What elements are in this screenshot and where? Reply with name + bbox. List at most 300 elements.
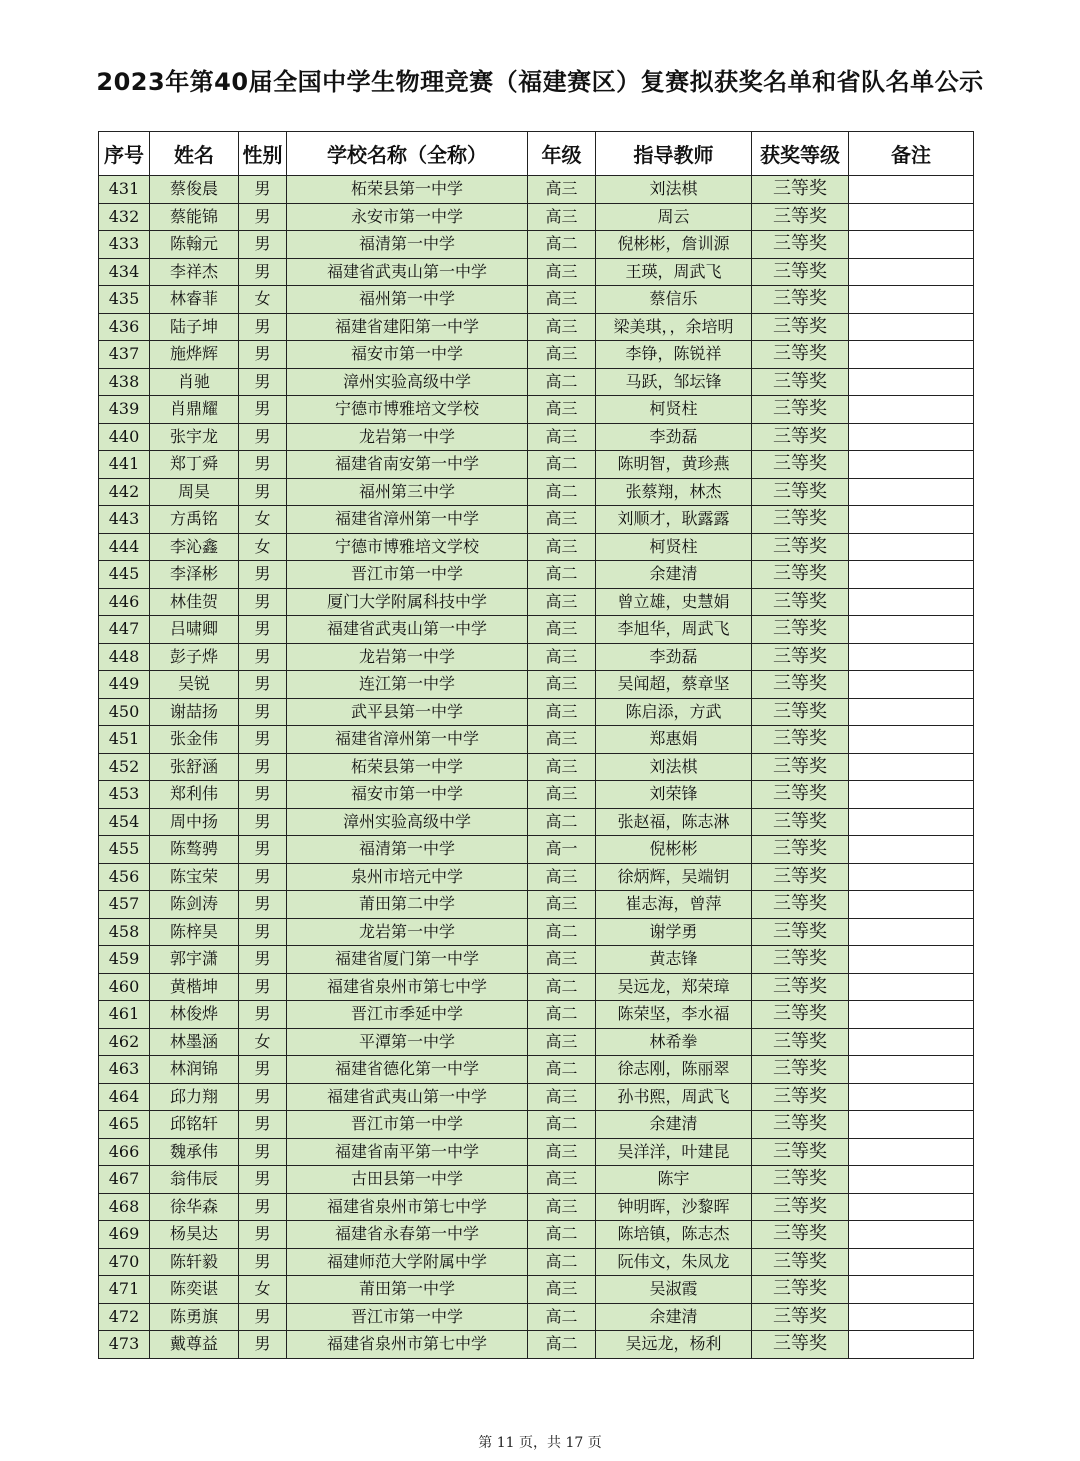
cell-name: 陆子坤 (150, 313, 239, 341)
table-row (99, 973, 974, 1001)
table-row (99, 368, 974, 396)
cell-grade: 高二 (528, 808, 596, 836)
cell-remark (849, 588, 974, 616)
cell-grade: 高二 (528, 1248, 596, 1276)
cell-seq: 464 (99, 1083, 150, 1111)
cell-school: 福建省厦门第一中学 (287, 946, 528, 974)
cell-gender: 男 (239, 588, 287, 616)
cell-school: 泉州市培元中学 (287, 863, 528, 891)
cell-award: 三等奖 (752, 836, 849, 864)
cell-school: 福建省永春第一中学 (287, 1221, 528, 1249)
cell-school: 福建省武夷山第一中学 (287, 616, 528, 644)
cell-grade: 高三 (528, 313, 596, 341)
cell-name: 郭宇潇 (150, 946, 239, 974)
cell-teacher: 周云 (596, 203, 752, 231)
cell-grade: 高三 (528, 726, 596, 754)
cell-grade: 高三 (528, 1276, 596, 1304)
cell-teacher: 曾立雄，史慧娟 (596, 588, 752, 616)
table-row (99, 231, 974, 259)
table-row (99, 286, 974, 314)
cell-name: 李沁鑫 (150, 533, 239, 561)
cell-remark (849, 808, 974, 836)
cell-name: 林俊烨 (150, 1001, 239, 1029)
cell-award: 三等奖 (752, 1248, 849, 1276)
cell-seq: 452 (99, 753, 150, 781)
cell-school: 福州第一中学 (287, 286, 528, 314)
cell-remark (849, 396, 974, 424)
cell-teacher: 黄志锋 (596, 946, 752, 974)
cell-gender: 男 (239, 396, 287, 424)
cell-remark (849, 918, 974, 946)
cell-teacher: 谢学勇 (596, 918, 752, 946)
cell-gender: 男 (239, 973, 287, 1001)
cell-name: 戴尊益 (150, 1331, 239, 1359)
cell-teacher: 李劲磊 (596, 643, 752, 671)
cell-gender: 男 (239, 1111, 287, 1139)
cell-school: 龙岩第一中学 (287, 918, 528, 946)
cell-gender: 男 (239, 726, 287, 754)
table-row (99, 478, 974, 506)
cell-school: 福建省南安第一中学 (287, 451, 528, 479)
cell-school: 平潭第一中学 (287, 1028, 528, 1056)
cell-remark (849, 451, 974, 479)
cell-grade: 高二 (528, 231, 596, 259)
cell-award: 三等奖 (752, 258, 849, 286)
award-list-table (98, 131, 974, 1359)
cell-grade: 高二 (528, 1331, 596, 1359)
cell-name: 谢喆扬 (150, 698, 239, 726)
cell-name: 陈梓昊 (150, 918, 239, 946)
cell-school: 福建师范大学附属中学 (287, 1248, 528, 1276)
cell-gender: 男 (239, 368, 287, 396)
cell-seq: 463 (99, 1056, 150, 1084)
cell-seq: 444 (99, 533, 150, 561)
cell-teacher: 张蔡翔，林杰 (596, 478, 752, 506)
cell-grade: 高二 (528, 1303, 596, 1331)
cell-remark (849, 671, 974, 699)
header-remark: 备注 (849, 132, 974, 176)
cell-grade: 高三 (528, 506, 596, 534)
cell-seq: 454 (99, 808, 150, 836)
cell-school: 龙岩第一中学 (287, 643, 528, 671)
cell-award: 三等奖 (752, 1138, 849, 1166)
cell-award: 三等奖 (752, 808, 849, 836)
cell-teacher: 崔志海，曾萍 (596, 891, 752, 919)
page-footer: 第 11 页，共 17 页 (478, 1435, 602, 1451)
cell-teacher: 吴远龙，杨利 (596, 1331, 752, 1359)
cell-gender: 女 (239, 533, 287, 561)
cell-name: 翁伟辰 (150, 1166, 239, 1194)
cell-award: 三等奖 (752, 423, 849, 451)
cell-award: 三等奖 (752, 946, 849, 974)
cell-gender: 男 (239, 863, 287, 891)
cell-award: 三等奖 (752, 891, 849, 919)
table-row (99, 1111, 974, 1139)
cell-name: 方禹铭 (150, 506, 239, 534)
cell-name: 陈宝荣 (150, 863, 239, 891)
cell-grade: 高三 (528, 176, 596, 204)
cell-seq: 456 (99, 863, 150, 891)
cell-name: 陈轩毅 (150, 1248, 239, 1276)
cell-grade: 高三 (528, 753, 596, 781)
table-row (99, 1276, 974, 1304)
cell-school: 晋江市季延中学 (287, 1001, 528, 1029)
cell-name: 郑利伟 (150, 781, 239, 809)
cell-gender: 男 (239, 451, 287, 479)
cell-name: 蔡俊晨 (150, 176, 239, 204)
cell-seq: 465 (99, 1111, 150, 1139)
cell-seq: 432 (99, 203, 150, 231)
cell-award: 三等奖 (752, 616, 849, 644)
cell-seq: 471 (99, 1276, 150, 1304)
cell-seq: 462 (99, 1028, 150, 1056)
cell-remark (849, 1001, 974, 1029)
cell-grade: 高三 (528, 286, 596, 314)
cell-name: 蔡能锦 (150, 203, 239, 231)
table-row (99, 341, 974, 369)
cell-teacher: 徐炳辉，吴端钥 (596, 863, 752, 891)
cell-school: 古田县第一中学 (287, 1166, 528, 1194)
cell-award: 三等奖 (752, 918, 849, 946)
cell-grade: 高二 (528, 451, 596, 479)
cell-remark (849, 643, 974, 671)
table-row (99, 1083, 974, 1111)
cell-award: 三等奖 (752, 1276, 849, 1304)
cell-teacher: 余建清 (596, 561, 752, 589)
cell-award: 三等奖 (752, 286, 849, 314)
cell-gender: 男 (239, 258, 287, 286)
cell-grade: 高二 (528, 561, 596, 589)
table-row (99, 533, 974, 561)
cell-gender: 男 (239, 341, 287, 369)
cell-name: 邱力翔 (150, 1083, 239, 1111)
cell-teacher: 余建清 (596, 1303, 752, 1331)
table-row (99, 1001, 974, 1029)
cell-grade: 高三 (528, 423, 596, 451)
cell-teacher: 郑惠娟 (596, 726, 752, 754)
cell-seq: 458 (99, 918, 150, 946)
cell-name: 杨昊达 (150, 1221, 239, 1249)
cell-remark (849, 891, 974, 919)
cell-name: 陈骜骋 (150, 836, 239, 864)
cell-name: 陈翰元 (150, 231, 239, 259)
cell-remark (849, 423, 974, 451)
cell-school: 永安市第一中学 (287, 203, 528, 231)
cell-award: 三等奖 (752, 1028, 849, 1056)
cell-grade: 高三 (528, 1138, 596, 1166)
cell-school: 福建省武夷山第一中学 (287, 258, 528, 286)
cell-seq: 448 (99, 643, 150, 671)
header-gender: 性别 (239, 132, 287, 176)
cell-school: 福州第三中学 (287, 478, 528, 506)
cell-remark (849, 1111, 974, 1139)
cell-remark (849, 1083, 974, 1111)
cell-seq: 443 (99, 506, 150, 534)
cell-remark (849, 1193, 974, 1221)
table-row (99, 863, 974, 891)
cell-grade: 高三 (528, 533, 596, 561)
cell-name: 李祥杰 (150, 258, 239, 286)
cell-gender: 男 (239, 423, 287, 451)
cell-gender: 男 (239, 1331, 287, 1359)
cell-gender: 男 (239, 1248, 287, 1276)
cell-gender: 女 (239, 286, 287, 314)
table-row (99, 1331, 974, 1359)
cell-name: 林墨涵 (150, 1028, 239, 1056)
header-award: 获奖等级 (752, 132, 849, 176)
cell-school: 连江第一中学 (287, 671, 528, 699)
cell-teacher: 李铮，陈锐祥 (596, 341, 752, 369)
cell-teacher: 柯贤柱 (596, 533, 752, 561)
cell-remark (849, 561, 974, 589)
cell-name: 周昊 (150, 478, 239, 506)
cell-teacher: 王瑛，周武飞 (596, 258, 752, 286)
cell-teacher: 刘荣锋 (596, 781, 752, 809)
cell-name: 李泽彬 (150, 561, 239, 589)
cell-grade: 高三 (528, 891, 596, 919)
cell-seq: 437 (99, 341, 150, 369)
cell-seq: 433 (99, 231, 150, 259)
cell-seq: 451 (99, 726, 150, 754)
cell-name: 林睿菲 (150, 286, 239, 314)
cell-teacher: 马跃，邹坛锋 (596, 368, 752, 396)
cell-seq: 467 (99, 1166, 150, 1194)
cell-grade: 高三 (528, 671, 596, 699)
cell-grade: 高三 (528, 341, 596, 369)
cell-remark (849, 946, 974, 974)
cell-school: 武平县第一中学 (287, 698, 528, 726)
cell-seq: 436 (99, 313, 150, 341)
table-row (99, 1193, 974, 1221)
cell-school: 柘荣县第一中学 (287, 753, 528, 781)
cell-school: 福建省南平第一中学 (287, 1138, 528, 1166)
cell-school: 福安市第一中学 (287, 341, 528, 369)
cell-remark (849, 1028, 974, 1056)
cell-teacher: 吴洋洋，叶建昆 (596, 1138, 752, 1166)
cell-school: 漳州实验高级中学 (287, 808, 528, 836)
cell-teacher: 梁美琪，，余培明 (596, 313, 752, 341)
table-row (99, 1221, 974, 1249)
cell-remark (849, 231, 974, 259)
table-row (99, 203, 974, 231)
table-row (99, 176, 974, 204)
cell-award: 三等奖 (752, 203, 849, 231)
cell-name: 郑丁舜 (150, 451, 239, 479)
cell-teacher: 阮伟文，朱凤龙 (596, 1248, 752, 1276)
cell-teacher: 柯贤柱 (596, 396, 752, 424)
cell-name: 陈勇旗 (150, 1303, 239, 1331)
cell-school: 福清第一中学 (287, 836, 528, 864)
cell-seq: 470 (99, 1248, 150, 1276)
cell-name: 张金伟 (150, 726, 239, 754)
cell-remark (849, 753, 974, 781)
cell-grade: 高二 (528, 478, 596, 506)
table-row (99, 1303, 974, 1331)
cell-seq: 434 (99, 258, 150, 286)
cell-gender: 男 (239, 1001, 287, 1029)
cell-teacher: 刘法棋 (596, 176, 752, 204)
cell-seq: 459 (99, 946, 150, 974)
cell-grade: 高二 (528, 368, 596, 396)
cell-award: 三等奖 (752, 451, 849, 479)
cell-award: 三等奖 (752, 1166, 849, 1194)
cell-grade: 高三 (528, 588, 596, 616)
cell-seq: 455 (99, 836, 150, 864)
cell-seq: 449 (99, 671, 150, 699)
cell-gender: 男 (239, 698, 287, 726)
cell-seq: 440 (99, 423, 150, 451)
cell-grade: 高二 (528, 918, 596, 946)
cell-school: 福安市第一中学 (287, 781, 528, 809)
cell-name: 吴锐 (150, 671, 239, 699)
cell-remark (849, 1303, 974, 1331)
cell-school: 福建省泉州市第七中学 (287, 1331, 528, 1359)
cell-grade: 高三 (528, 863, 596, 891)
cell-award: 三等奖 (752, 396, 849, 424)
cell-remark (849, 258, 974, 286)
cell-gender: 女 (239, 1028, 287, 1056)
cell-grade: 高一 (528, 836, 596, 864)
cell-school: 福建省德化第一中学 (287, 1056, 528, 1084)
cell-teacher: 陈培镇，陈志杰 (596, 1221, 752, 1249)
cell-grade: 高三 (528, 946, 596, 974)
table-row (99, 643, 974, 671)
cell-teacher: 孙书熙，周武飞 (596, 1083, 752, 1111)
cell-grade: 高二 (528, 1001, 596, 1029)
cell-name: 周中扬 (150, 808, 239, 836)
cell-grade: 高三 (528, 203, 596, 231)
cell-award: 三等奖 (752, 698, 849, 726)
cell-school: 漳州实验高级中学 (287, 368, 528, 396)
cell-remark (849, 286, 974, 314)
cell-name: 张舒涵 (150, 753, 239, 781)
table-row (99, 396, 974, 424)
cell-name: 陈奕谌 (150, 1276, 239, 1304)
cell-remark (849, 1276, 974, 1304)
cell-grade: 高二 (528, 1056, 596, 1084)
cell-remark (849, 533, 974, 561)
cell-gender: 男 (239, 1083, 287, 1111)
cell-remark (849, 973, 974, 1001)
cell-seq: 435 (99, 286, 150, 314)
cell-gender: 男 (239, 1056, 287, 1084)
cell-award: 三等奖 (752, 863, 849, 891)
table-row (99, 781, 974, 809)
cell-gender: 男 (239, 808, 287, 836)
cell-award: 三等奖 (752, 1303, 849, 1331)
cell-award: 三等奖 (752, 478, 849, 506)
cell-gender: 男 (239, 561, 287, 589)
table-row (99, 1166, 974, 1194)
cell-grade: 高二 (528, 1221, 596, 1249)
cell-seq: 473 (99, 1331, 150, 1359)
cell-seq: 461 (99, 1001, 150, 1029)
cell-gender: 男 (239, 478, 287, 506)
cell-remark (849, 1331, 974, 1359)
cell-grade: 高三 (528, 258, 596, 286)
cell-seq: 466 (99, 1138, 150, 1166)
table-row (99, 313, 974, 341)
cell-award: 三等奖 (752, 1001, 849, 1029)
table-row (99, 946, 974, 974)
cell-award: 三等奖 (752, 1111, 849, 1139)
cell-name: 林润锦 (150, 1056, 239, 1084)
cell-remark (849, 203, 974, 231)
cell-school: 晋江市第一中学 (287, 1303, 528, 1331)
cell-teacher: 钟明晖，沙黎晖 (596, 1193, 752, 1221)
cell-remark (849, 1138, 974, 1166)
cell-gender: 男 (239, 753, 287, 781)
table-row (99, 808, 974, 836)
cell-school: 莆田第一中学 (287, 1276, 528, 1304)
cell-award: 三等奖 (752, 1083, 849, 1111)
cell-name: 邱铭轩 (150, 1111, 239, 1139)
cell-award: 三等奖 (752, 588, 849, 616)
cell-seq: 453 (99, 781, 150, 809)
cell-gender: 男 (239, 946, 287, 974)
cell-grade: 高三 (528, 1083, 596, 1111)
cell-seq: 472 (99, 1303, 150, 1331)
cell-grade: 高三 (528, 616, 596, 644)
table-row (99, 506, 974, 534)
cell-remark (849, 616, 974, 644)
cell-remark (849, 313, 974, 341)
cell-school: 宁德市博雅培文学校 (287, 533, 528, 561)
cell-teacher: 陈荣坚，李水福 (596, 1001, 752, 1029)
cell-award: 三等奖 (752, 533, 849, 561)
cell-grade: 高二 (528, 973, 596, 1001)
page-title: 2023年第40届全国中学生物理竞赛（福建赛区）复赛拟获奖名单和省队名单公示 (96, 68, 984, 96)
cell-gender: 男 (239, 616, 287, 644)
cell-seq: 446 (99, 588, 150, 616)
cell-award: 三等奖 (752, 1331, 849, 1359)
table-row (99, 561, 974, 589)
table-row (99, 423, 974, 451)
cell-gender: 男 (239, 836, 287, 864)
cell-grade: 高三 (528, 1193, 596, 1221)
table-row (99, 671, 974, 699)
cell-remark (849, 698, 974, 726)
cell-award: 三等奖 (752, 671, 849, 699)
cell-award: 三等奖 (752, 973, 849, 1001)
table-row (99, 616, 974, 644)
table-row (99, 726, 974, 754)
cell-name: 林佳贺 (150, 588, 239, 616)
cell-teacher: 陈明智，黄珍燕 (596, 451, 752, 479)
cell-name: 肖驰 (150, 368, 239, 396)
cell-gender: 男 (239, 1138, 287, 1166)
cell-gender: 男 (239, 176, 287, 204)
header-row (99, 132, 974, 176)
cell-gender: 男 (239, 203, 287, 231)
table-row (99, 918, 974, 946)
cell-gender: 男 (239, 313, 287, 341)
cell-remark (849, 836, 974, 864)
cell-teacher: 刘法棋 (596, 753, 752, 781)
cell-gender: 男 (239, 1303, 287, 1331)
cell-seq: 439 (99, 396, 150, 424)
cell-remark (849, 1248, 974, 1276)
table-row (99, 258, 974, 286)
cell-gender: 男 (239, 1221, 287, 1249)
cell-gender: 男 (239, 1166, 287, 1194)
cell-school: 晋江市第一中学 (287, 561, 528, 589)
cell-teacher: 林希拳 (596, 1028, 752, 1056)
cell-award: 三等奖 (752, 368, 849, 396)
cell-gender: 男 (239, 1193, 287, 1221)
cell-remark (849, 368, 974, 396)
table-row (99, 1056, 974, 1084)
